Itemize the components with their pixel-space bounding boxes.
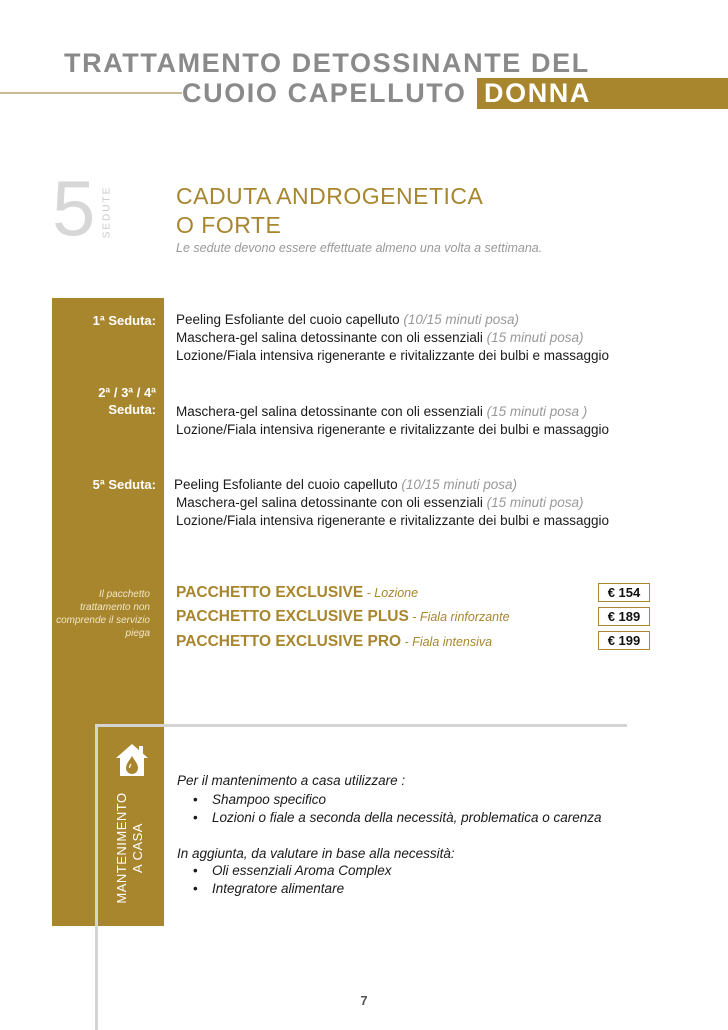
home-care-label-line1: MANTENIMENTO <box>114 791 129 904</box>
list-item: Lozione/Fiala intensiva rigenerante e rivitalizzante dei bulbi e massaggio <box>176 348 610 363</box>
list-item: Peeling Esfoliante del cuoio capelluto (10/15 minuti posa) <box>176 312 519 327</box>
step-2-label-line1: 2ª / 3ª / 4ª <box>98 385 156 400</box>
list-item: Maschera-gel salina detossinante con oli essenziali (15 minuti posa) <box>176 495 584 510</box>
frame-top-line <box>95 724 627 727</box>
home-care-label-line2: A CASA <box>130 822 145 873</box>
list-item: • Lozioni o fiale a seconda della necessità, problematica o carenza <box>193 809 602 827</box>
house-with-drop-icon <box>114 742 150 778</box>
package-note: Il pacchetto trattamento non comprende il servizio piega <box>56 589 150 639</box>
step-3-label: 5ª Seduta: <box>92 477 156 492</box>
price-exclusive: € 154 <box>598 583 650 602</box>
session-unit-label: SEDUTE <box>101 185 113 239</box>
package-exclusive-pro: PACCHETTO EXCLUSIVE PRO - Fiala intensiva <box>176 633 493 650</box>
page-title-line1: TRATTAMENTO DETOSSINANTE DEL <box>64 48 590 78</box>
section-heading-line2: O FORTE <box>176 212 282 238</box>
list-item: Lozione/Fiala intensiva rigenerante e rivitalizzante dei bulbi e massaggio <box>176 513 610 528</box>
step-3-list <box>176 476 609 530</box>
package-exclusive-plus: PACCHETTO EXCLUSIVE PLUS - Fiala rinforzante <box>176 608 510 625</box>
list-item: Lozione/Fiala intensiva rigenerante e rivitalizzante dei bulbi e massaggio <box>176 422 610 437</box>
session-count: 5 <box>52 164 96 252</box>
home-care-side-label <box>108 785 152 910</box>
package-exclusive: PACCHETTO EXCLUSIVE - Lozione <box>176 584 419 601</box>
home-care-extra-intro: In aggiunta, da valutare in base alla necessità: <box>177 846 455 861</box>
home-care-intro: Per il mantenimento a casa utilizzare : <box>177 773 406 788</box>
page-title-highlight: DONNA <box>484 78 591 108</box>
title-accent-line <box>0 92 182 94</box>
list-item: • Integratore alimentare <box>193 880 344 898</box>
step-2-label <box>98 384 156 418</box>
step-2-label-line2: Seduta: <box>108 402 156 417</box>
frame-left-line <box>95 724 98 1030</box>
list-item: Maschera-gel salina detossinante con oli essenziali (15 minuti posa) <box>176 330 584 345</box>
list-item: • Oli essenziali Aroma Complex <box>193 862 392 880</box>
section-heading <box>176 182 483 240</box>
price-exclusive-pro: € 199 <box>598 631 650 650</box>
section-heading-line1: CADUTA ANDROGENETICA <box>176 183 484 209</box>
section-subtitle: Le sedute devono essere effettuate almeno una volta a settimana. <box>176 241 543 255</box>
step-1-label: 1ª Seduta: <box>92 313 156 328</box>
list-item: • Shampoo specifico <box>193 791 326 809</box>
step-2-list <box>176 403 609 439</box>
page-number: 7 <box>360 993 368 1008</box>
list-item: Maschera-gel salina detossinante con oli essenziali (15 minuti posa ) <box>176 404 588 419</box>
page-title-line2: CUOIO CAPELLUTO <box>182 78 467 108</box>
price-exclusive-plus: € 189 <box>598 607 650 626</box>
list-item: Peeling Esfoliante del cuoio capelluto (10/15 minuti posa) <box>174 477 517 492</box>
step-1-list <box>176 311 609 365</box>
